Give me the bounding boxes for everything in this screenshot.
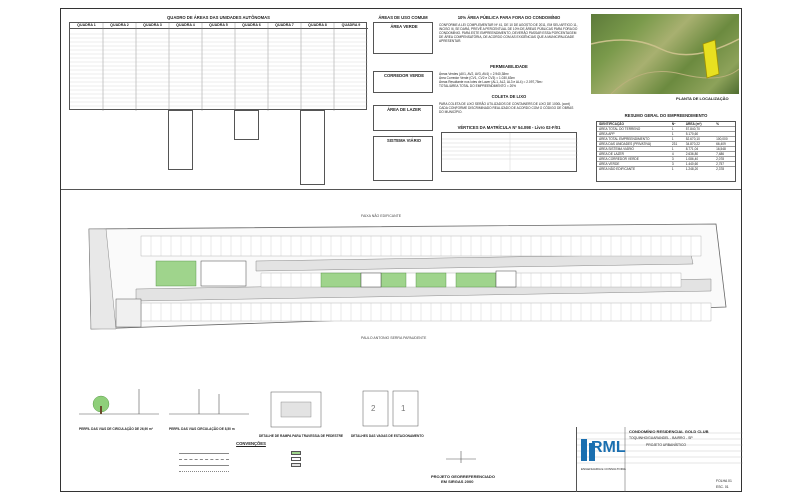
company-sub: ENGENHARIA E CONSULTORIA: [581, 467, 626, 471]
location-overlay: [591, 14, 739, 94]
resumo-h-ident: IDENTIFICAÇÃO: [599, 122, 624, 126]
north-road-label: FAIXA NÃO EDIFICANTE: [361, 214, 402, 218]
sistema-viario-table: [373, 136, 433, 181]
areas-uso-comum-title: ÁREAS DE USO COMUM: [378, 15, 428, 20]
quadra-6-header: QUADRA 6: [235, 23, 268, 29]
permeabilidade-line-4: TOTAL/ÁREA TOTAL DO EMPREENDIMENTO = 20%: [439, 84, 517, 88]
lazer-area-3: [496, 271, 516, 287]
coleta-lixo-text: PARA COLETA DE LIXO SERÃO UTILIZADOS DE CONTAINERS DE LIXO DE 1000L (cont) CADA CONFORME DISCRIMINADO REALIZADO DE ACORDO COM O CÓDIGO DE OBRAS DO MUNICÍPIO.: [439, 102, 574, 114]
resumo-h-area: ÁREA (m²): [685, 122, 702, 126]
quadra-5-header: QUADRA 5: [202, 23, 235, 29]
resumo-row: ÁREA NÃO EDIFICANTE 1 1.248,20 2,378: [599, 167, 725, 171]
quadra-4-header: QUADRA 4: [169, 23, 202, 29]
green-area-2: [381, 273, 406, 287]
quadro-areas-table: [69, 22, 367, 110]
quadro-grid-lines: [70, 23, 368, 111]
south-road-label: PAULO ANTONIO SERRA PAPAUDENTE: [361, 336, 427, 340]
svg-text:2: 2: [371, 404, 376, 413]
vertices-lines: [442, 133, 578, 173]
legend-line-1: [179, 453, 229, 454]
perfil-1-label: PERFIL DAS VIAS DE CIRCULAÇÃO DE 26,90 m²: [79, 427, 153, 431]
legend-line-2: [179, 459, 229, 460]
project-location: TOQUINHO/GUARANDEL - BAIRRO - SP: [629, 436, 693, 440]
legend-line-4: [179, 471, 229, 472]
estacionamento-label: DETALHES DAS VAGAS DE ESTACIONAMENTO: [351, 434, 424, 438]
projeto-line-1: PROJETO GEORREFERENCIADO: [431, 474, 495, 479]
portaria-block: [116, 299, 141, 327]
area-publica-title: 10% ÁREA PÚBLICA PARA FORA DO CONDOMÍNIO: [457, 15, 561, 20]
estacionamento-drawing: [361, 389, 421, 429]
permeabilidade-line-3: Áreas Resultante nos lotes de Lazer (AL1, AL2, AL3 e AL4) = 2.097,75m²: [439, 80, 543, 84]
quadro-areas-extension-2: [234, 110, 259, 140]
quadra-3-header: QUADRA 3: [136, 23, 169, 29]
corredor-verde-heading: CORREDOR VERDE: [383, 73, 425, 78]
resumo-h-n: Nº: [671, 122, 676, 126]
legend-line-3: [179, 465, 229, 466]
area-verde-table: [373, 22, 433, 54]
quadra-8-header: QUADRA 8: [301, 23, 334, 29]
projeto-line-2: EM SIRGAS 2000: [441, 479, 474, 484]
green-area-1: [321, 273, 361, 287]
svg-text:1: 1: [401, 404, 406, 413]
legend-swatch-green: [291, 451, 301, 455]
area-lazer-table: [373, 105, 433, 131]
convencoes-title: CONVENÇÕES: [236, 441, 266, 446]
permeabilidade-title: PERMEABILIDADE: [490, 64, 528, 69]
green-area-5: [156, 261, 196, 286]
resumo-title: RESUMO GERAL DO EMPREENDIMENTO: [624, 113, 708, 118]
location-satellite-image: [591, 14, 739, 94]
quadra-9-header: QUADRA 9: [334, 23, 368, 29]
area-publica-text: CONFORME A LEI COMPLEMENTAR Nº 41, DE 10 DE AGOSTO DE 2011, EM SEU ARTIGO 11, INCISO III, SE DARÁ, PREVÊ A PERCENTUAL DE 10% DE ÁREAS PÚBLICAS PARA FORA DO CONDOMÍNIO. PARA ESTE EMPREENDIMENTO, DEVERÃO PASSAR ESSA PORCENTAGEM DE ÁREA COMPENSATÓRIA, DE ACORDO COM AS EXIGÊNCIAS QUE A MUNICIPALIDADE APRESENTAR.: [439, 23, 578, 43]
coleta-lixo-title: COLETA DE LIXO: [491, 94, 527, 99]
area-lazer-heading: ÁREA DE LAZER: [387, 107, 421, 112]
resumo-row: ÁREA DAS UNIDADES (PRIVATIVA) 231 34.870,22 66,409: [597, 142, 735, 147]
area-verde-heading: ÁREA VERDE: [390, 24, 418, 29]
sistema-viario-heading: SISTEMA VIÁRIO: [386, 138, 422, 143]
legend-swatch-grey: [291, 463, 301, 467]
resumo-row: ÁREA VERDE 3 1.440,60 2,757: [597, 162, 735, 167]
company-name: RML: [591, 439, 626, 456]
lazer-area-2: [361, 273, 381, 287]
perfil-2-drawing: [169, 384, 249, 424]
green-area-4: [456, 273, 496, 287]
vertices-table: [441, 132, 577, 172]
resumo-h-pct: %: [716, 122, 719, 126]
resumo-row: ÁREA TOTAL DO TERRENO 1 57.840,70: [597, 127, 735, 132]
drawing-sheet: [60, 8, 742, 492]
quadra-1-header: QUADRA 1: [70, 23, 103, 29]
project-name: CONDOMÍNIO RESIDENCIAL GOLD CLUB: [629, 429, 709, 434]
quadra-2-header: QUADRA 2: [103, 23, 136, 29]
resumo-row: ÁREA SISTEMA VIÁRIO 1 8.771,04 16,548: [597, 147, 735, 152]
permeabilidade-line-1: Áreas Verdes (AV1, AV2, AV3, AV4) = 2.940,38m²: [439, 72, 509, 76]
sheet-number: FOLHA 01: [716, 479, 732, 483]
quadro-areas-extension-3: [300, 110, 325, 185]
green-area-3: [416, 273, 446, 287]
corredor-verde-table: [373, 71, 433, 93]
legend-swatch-white: [291, 457, 301, 461]
resumo-row: ÁREA CORREDOR VERDE 3 1.086,40 2,078: [597, 157, 735, 162]
scale-number: ESC. 01: [716, 485, 729, 489]
quadro-areas-title: QUADRO DE ÁREAS DAS UNIDADES AUTÔNOMAS: [167, 15, 270, 20]
perfil-1-drawing: [79, 384, 159, 424]
resumo-row: ÁREA APP 1 5.170,60: [597, 132, 735, 137]
quadra-7-header: QUADRA 7: [268, 23, 301, 29]
permeabilidade-line-2: Área Corredor Verde (CV1, CV2 e CV3) = 1.030,63m²: [439, 76, 516, 80]
quadro-areas-extension: [168, 110, 193, 170]
vertices-title: VÉRTICES DA MATRÍCULA Nº 54.098 - Livro 02-F/01: [457, 125, 561, 130]
resumo-row: ÁREA TOTAL EMPREENDIMENTO 1 52.670,10 100,000: [597, 137, 735, 142]
drawing-title: PROJETO URBANÍSTICO: [646, 443, 687, 447]
resumo-row: ÁREA DE LAZER 4 2.636,80 7,486: [597, 152, 735, 157]
rampa-label: DETALHE DE RAMPA PARA TRAVESSIA DE PEDESTRE: [259, 434, 344, 438]
perfil-2-label: PERFIL DAS VIAS CIRCULAÇÃO DE 8,50 m: [169, 427, 235, 431]
lazer-area-1: [201, 261, 246, 286]
localizacao-title: PLANTA DE LOCALIZAÇÃO: [676, 96, 729, 101]
resumo-table: [596, 121, 736, 182]
north-arrow-icon: [446, 449, 476, 464]
rampa-drawing: [266, 387, 326, 432]
site-plan: [61, 189, 743, 389]
